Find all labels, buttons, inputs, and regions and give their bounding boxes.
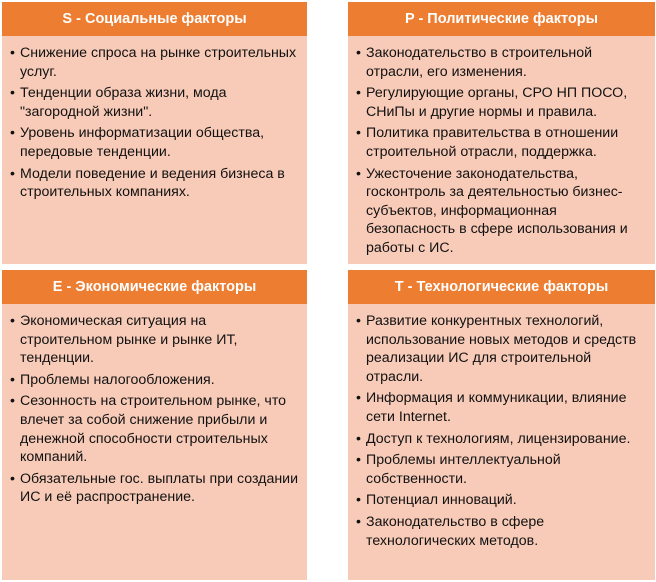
list-item-text: Политика правительства в отношении строительной отрасли, поддержка.: [366, 125, 619, 160]
card-title: T - Технологические факторы: [348, 270, 655, 304]
political-factors-card: [348, 2, 655, 264]
bullet-icon: •: [356, 390, 361, 407]
list-item-text: Сезонность на строительном рынке, что влечет за собой снижение прибыли и денежной способности строительных компаний.: [20, 393, 287, 466]
bullet-icon: •: [356, 165, 361, 182]
list-item: [356, 165, 649, 258]
list-item-text: Модели поведение и ведения бизнеса в строительных компаниях.: [20, 165, 285, 201]
list-item-text: Законодательство в строительной отрасли, его изменения.: [366, 45, 593, 80]
list-item: [10, 392, 301, 466]
bullet-icon: •: [10, 393, 15, 410]
list-item: [356, 44, 649, 81]
list-item: [356, 491, 649, 510]
bullet-icon: •: [10, 85, 15, 102]
list-item-text: Информация и коммуникации, влияние сети Internet.: [366, 390, 627, 425]
card-title: P - Политические факторы: [348, 2, 655, 36]
factor-list: [356, 312, 649, 553]
bullet-icon: •: [356, 452, 361, 469]
bullet-icon: •: [10, 313, 15, 329]
list-item-text: Потенциал инноваций.: [366, 492, 517, 509]
list-item: [10, 84, 301, 121]
list-item: [356, 312, 649, 386]
list-item: [356, 430, 649, 449]
list-item-text: Развитие конкурентных технологий, использование новых методов и средств реализации ИС для строительной отрасли.: [366, 313, 637, 385]
list-item-text: Экономическая ситуация на строительном рынке и рынке ИТ, тенденции.: [20, 313, 238, 367]
bullet-icon: •: [356, 513, 361, 530]
bullet-icon: •: [10, 125, 15, 142]
list-item: [10, 312, 301, 368]
card-title: E - Экономические факторы: [2, 270, 307, 304]
bullet-icon: •: [356, 85, 361, 102]
social-factors-card: [2, 2, 307, 264]
list-item: [356, 124, 649, 161]
list-item-text: Уровень информатизации общества, передовые тенденции.: [20, 125, 265, 160]
list-item: [356, 389, 649, 426]
list-item-text: Проблемы налогообложения.: [20, 371, 215, 388]
bullet-icon: •: [10, 371, 15, 388]
list-item-text: Законодательство в сфере технологических методов.: [366, 513, 545, 549]
list-item: [356, 84, 649, 121]
list-item: [10, 165, 301, 202]
bullet-icon: •: [10, 470, 15, 487]
list-item: [356, 451, 649, 488]
list-item: [10, 124, 301, 161]
list-item-text: Снижение спроса на рынке строительных услуг.: [20, 45, 297, 80]
card-title: S - Социальные факторы: [2, 2, 307, 36]
bullet-icon: •: [356, 492, 361, 509]
list-item-text: Проблемы интеллектуальной собственности.: [366, 452, 561, 487]
technological-factors-card: [348, 270, 655, 580]
bullet-icon: •: [356, 125, 361, 142]
list-item-text: Регулирующие органы, СРО НП ПОСО, СНиПы и другие нормы и правила.: [366, 85, 628, 120]
economic-factors-card: [2, 270, 307, 580]
list-item: [10, 470, 301, 507]
list-item: [10, 371, 301, 390]
bullet-icon: •: [356, 430, 361, 447]
factor-list: [10, 312, 301, 510]
list-item: [356, 513, 649, 550]
list-item-text: Ужесточение законодательства, госконтроль за деятельностью бизнес-субъектов, информационная безопасность в сфере использования и работы с ИС.: [366, 165, 628, 256]
factor-list: [10, 44, 301, 205]
list-item-text: Доступ к технологиям, лицензирование.: [366, 430, 631, 447]
list-item-text: Тенденции образа жизни, мода "загородной жизни".: [20, 85, 227, 120]
bullet-icon: •: [356, 45, 361, 61]
bullet-icon: •: [10, 45, 15, 61]
factor-list: [356, 44, 649, 261]
list-item: [10, 44, 301, 81]
bullet-icon: •: [10, 165, 15, 182]
list-item-text: Обязательные гос. выплаты при создании ИС и её распространение.: [20, 470, 299, 506]
bullet-icon: •: [356, 313, 361, 329]
